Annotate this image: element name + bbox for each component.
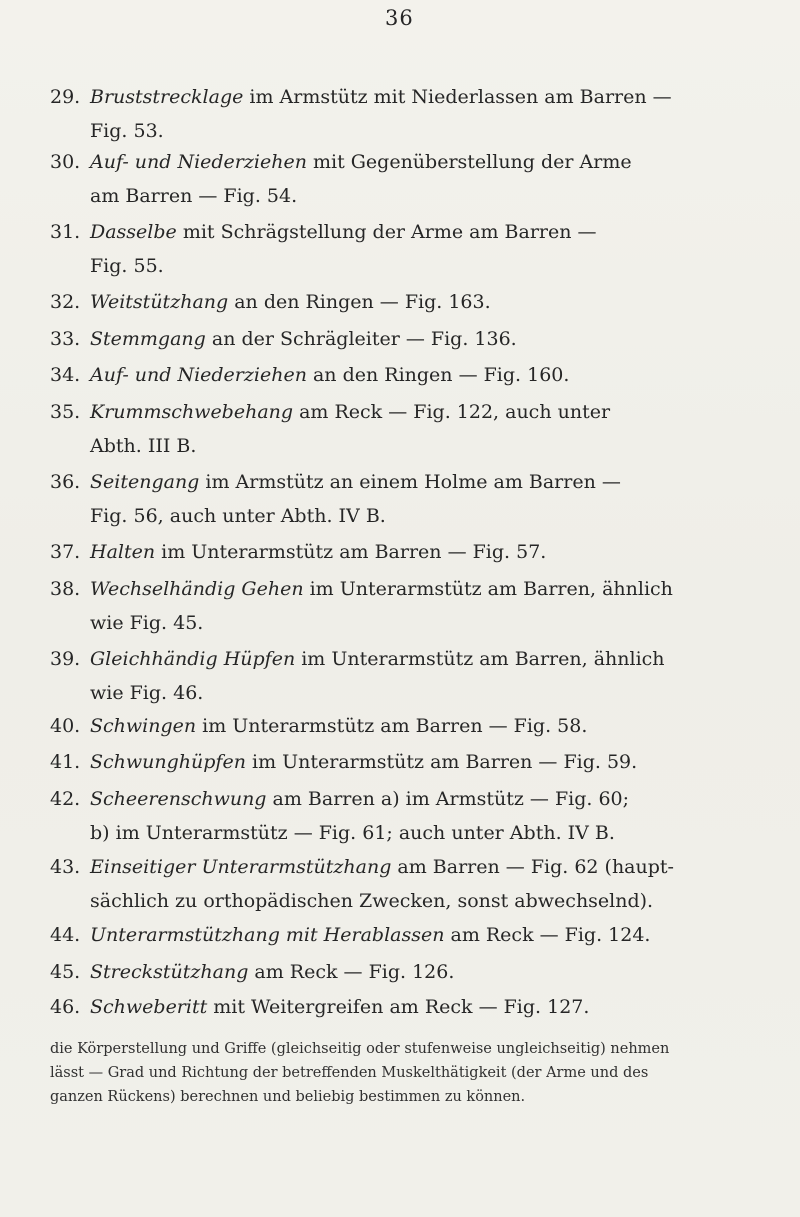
entry-number: 32.: [50, 291, 81, 313]
entry-text: im Unterarmstütz am Barren — Fig. 57.: [155, 541, 547, 563]
entry-text: am Barren a) im Armstütz — Fig. 60;: [266, 788, 630, 810]
entry-number: 41.: [50, 751, 81, 773]
entry-text: am Barren — Fig. 62 (haupt-: [391, 856, 674, 878]
entry-text: mit Schrägstellung der Arme am Barren —: [176, 221, 597, 243]
entry-title: Schweberitt: [90, 996, 208, 1018]
entry-text: an den Ringen — Fig. 160.: [306, 364, 570, 386]
exercise-entry: [50, 782, 750, 844]
entry-text: im Unterarmstütz am Barren, ähnlich: [295, 648, 665, 670]
page-number: 36: [385, 6, 414, 30]
exercise-entry: [50, 642, 750, 704]
footnote: [50, 1037, 750, 1109]
entry-continuation: Fig. 56, auch unter Abth. IV B.: [90, 505, 386, 527]
entry-continuation: Fig. 55.: [90, 255, 164, 277]
exercise-entry: [50, 215, 750, 277]
entry-number: 29.: [50, 86, 81, 108]
entry-title: Einseitiger Unterarmstützhang: [90, 856, 392, 878]
entry-title: Dasselbe: [90, 221, 177, 243]
entry-title: Auf- und Niederziehen: [90, 364, 307, 386]
exercise-entry: [50, 285, 750, 319]
entry-continuation: wie Fig. 45.: [90, 612, 204, 634]
entry-text: am Reck — Fig. 122, auch unter: [293, 401, 611, 423]
entry-text: im Armstütz mit Niederlassen am Barren —: [243, 86, 672, 108]
exercise-entry: [50, 850, 750, 912]
entry-title: Seitengang: [90, 471, 200, 493]
entry-title: Weitstützhang: [90, 291, 229, 313]
entry-title: Schwingen: [90, 715, 197, 737]
entry-number: 35.: [50, 401, 81, 423]
exercise-entry: [50, 955, 750, 989]
entry-title: Krummschwebehang: [90, 401, 294, 423]
entry-number: 40.: [50, 715, 81, 737]
entry-number: 37.: [50, 541, 81, 563]
entry-number: 46.: [50, 996, 81, 1018]
entry-continuation: wie Fig. 46.: [90, 682, 204, 704]
exercise-entry: [50, 745, 750, 779]
exercise-entry: [50, 918, 750, 952]
entry-number: 44.: [50, 924, 81, 946]
exercise-entry: [50, 322, 750, 356]
entry-text: an den Ringen — Fig. 163.: [228, 291, 491, 313]
entry-continuation: sächlich zu orthopädischen Zwecken, sonst abwechselnd).: [90, 890, 654, 912]
entry-number: 42.: [50, 788, 81, 810]
entry-title: Unterarmstützhang mit Herablassen: [90, 924, 445, 946]
entry-text: im Armstütz an einem Holme am Barren —: [199, 471, 621, 493]
exercise-entry: [50, 572, 750, 634]
entry-text: im Unterarmstütz am Barren — Fig. 59.: [245, 751, 638, 773]
entry-continuation: am Barren — Fig. 54.: [90, 185, 298, 207]
entry-number: 43.: [50, 856, 81, 878]
footnote-line: die Körperstellung und Griffe (gleichseitig oder stufenweise ungleichseitig) nehmen: [50, 1041, 670, 1057]
entry-continuation: Abth. III B.: [90, 435, 197, 457]
entry-continuation: Fig. 53.: [90, 120, 164, 142]
entry-title: Schwunghüpfen: [90, 751, 246, 773]
exercise-entry: [50, 465, 750, 527]
entry-text: im Unterarmstütz am Barren, ähnlich: [303, 578, 673, 600]
entry-continuation: b) im Unterarmstütz — Fig. 61; auch unter Abth. IV B.: [90, 822, 615, 844]
entry-number: 45.: [50, 961, 81, 983]
footnote-line: ganzen Rückens) berechnen und beliebig bestimmen zu können.: [50, 1089, 526, 1105]
entry-text: am Reck — Fig. 126.: [248, 961, 455, 983]
entry-title: Streckstützhang: [90, 961, 249, 983]
entry-title: Scheerenschwung: [90, 788, 267, 810]
exercise-entry: [50, 535, 750, 569]
entry-number: 36.: [50, 471, 81, 493]
exercise-entry: [50, 145, 750, 207]
exercise-entry: [50, 990, 750, 1024]
entry-number: 34.: [50, 364, 81, 386]
entry-text: im Unterarmstütz am Barren — Fig. 58.: [196, 715, 588, 737]
exercise-entry: [50, 358, 750, 392]
entry-number: 38.: [50, 578, 81, 600]
entry-number: 39.: [50, 648, 81, 670]
exercise-entry: [50, 709, 750, 743]
entry-title: Auf- und Niederziehen: [90, 151, 307, 173]
entry-text: am Reck — Fig. 124.: [444, 924, 651, 946]
entry-title: Bruststrecklage: [90, 86, 244, 108]
exercise-entry: [50, 80, 750, 142]
exercise-entry: [50, 395, 750, 457]
entry-text: mit Weitergreifen am Reck — Fig. 127.: [207, 996, 590, 1018]
entry-number: 33.: [50, 328, 81, 350]
entry-text: an der Schrägleiter — Fig. 136.: [205, 328, 517, 350]
entry-title: Halten: [90, 541, 156, 563]
entry-title: Gleichhändig Hüpfen: [90, 648, 296, 670]
entry-number: 30.: [50, 151, 81, 173]
footnote-line: lässt — Grad und Richtung der betreffenden Muskelthätigkeit (der Arme und des: [50, 1065, 649, 1081]
entry-title: Wechselhändig Gehen: [90, 578, 304, 600]
entry-number: 31.: [50, 221, 81, 243]
entry-title: Stemmgang: [90, 328, 206, 350]
entry-text: mit Gegenüberstellung der Arme: [306, 151, 632, 173]
